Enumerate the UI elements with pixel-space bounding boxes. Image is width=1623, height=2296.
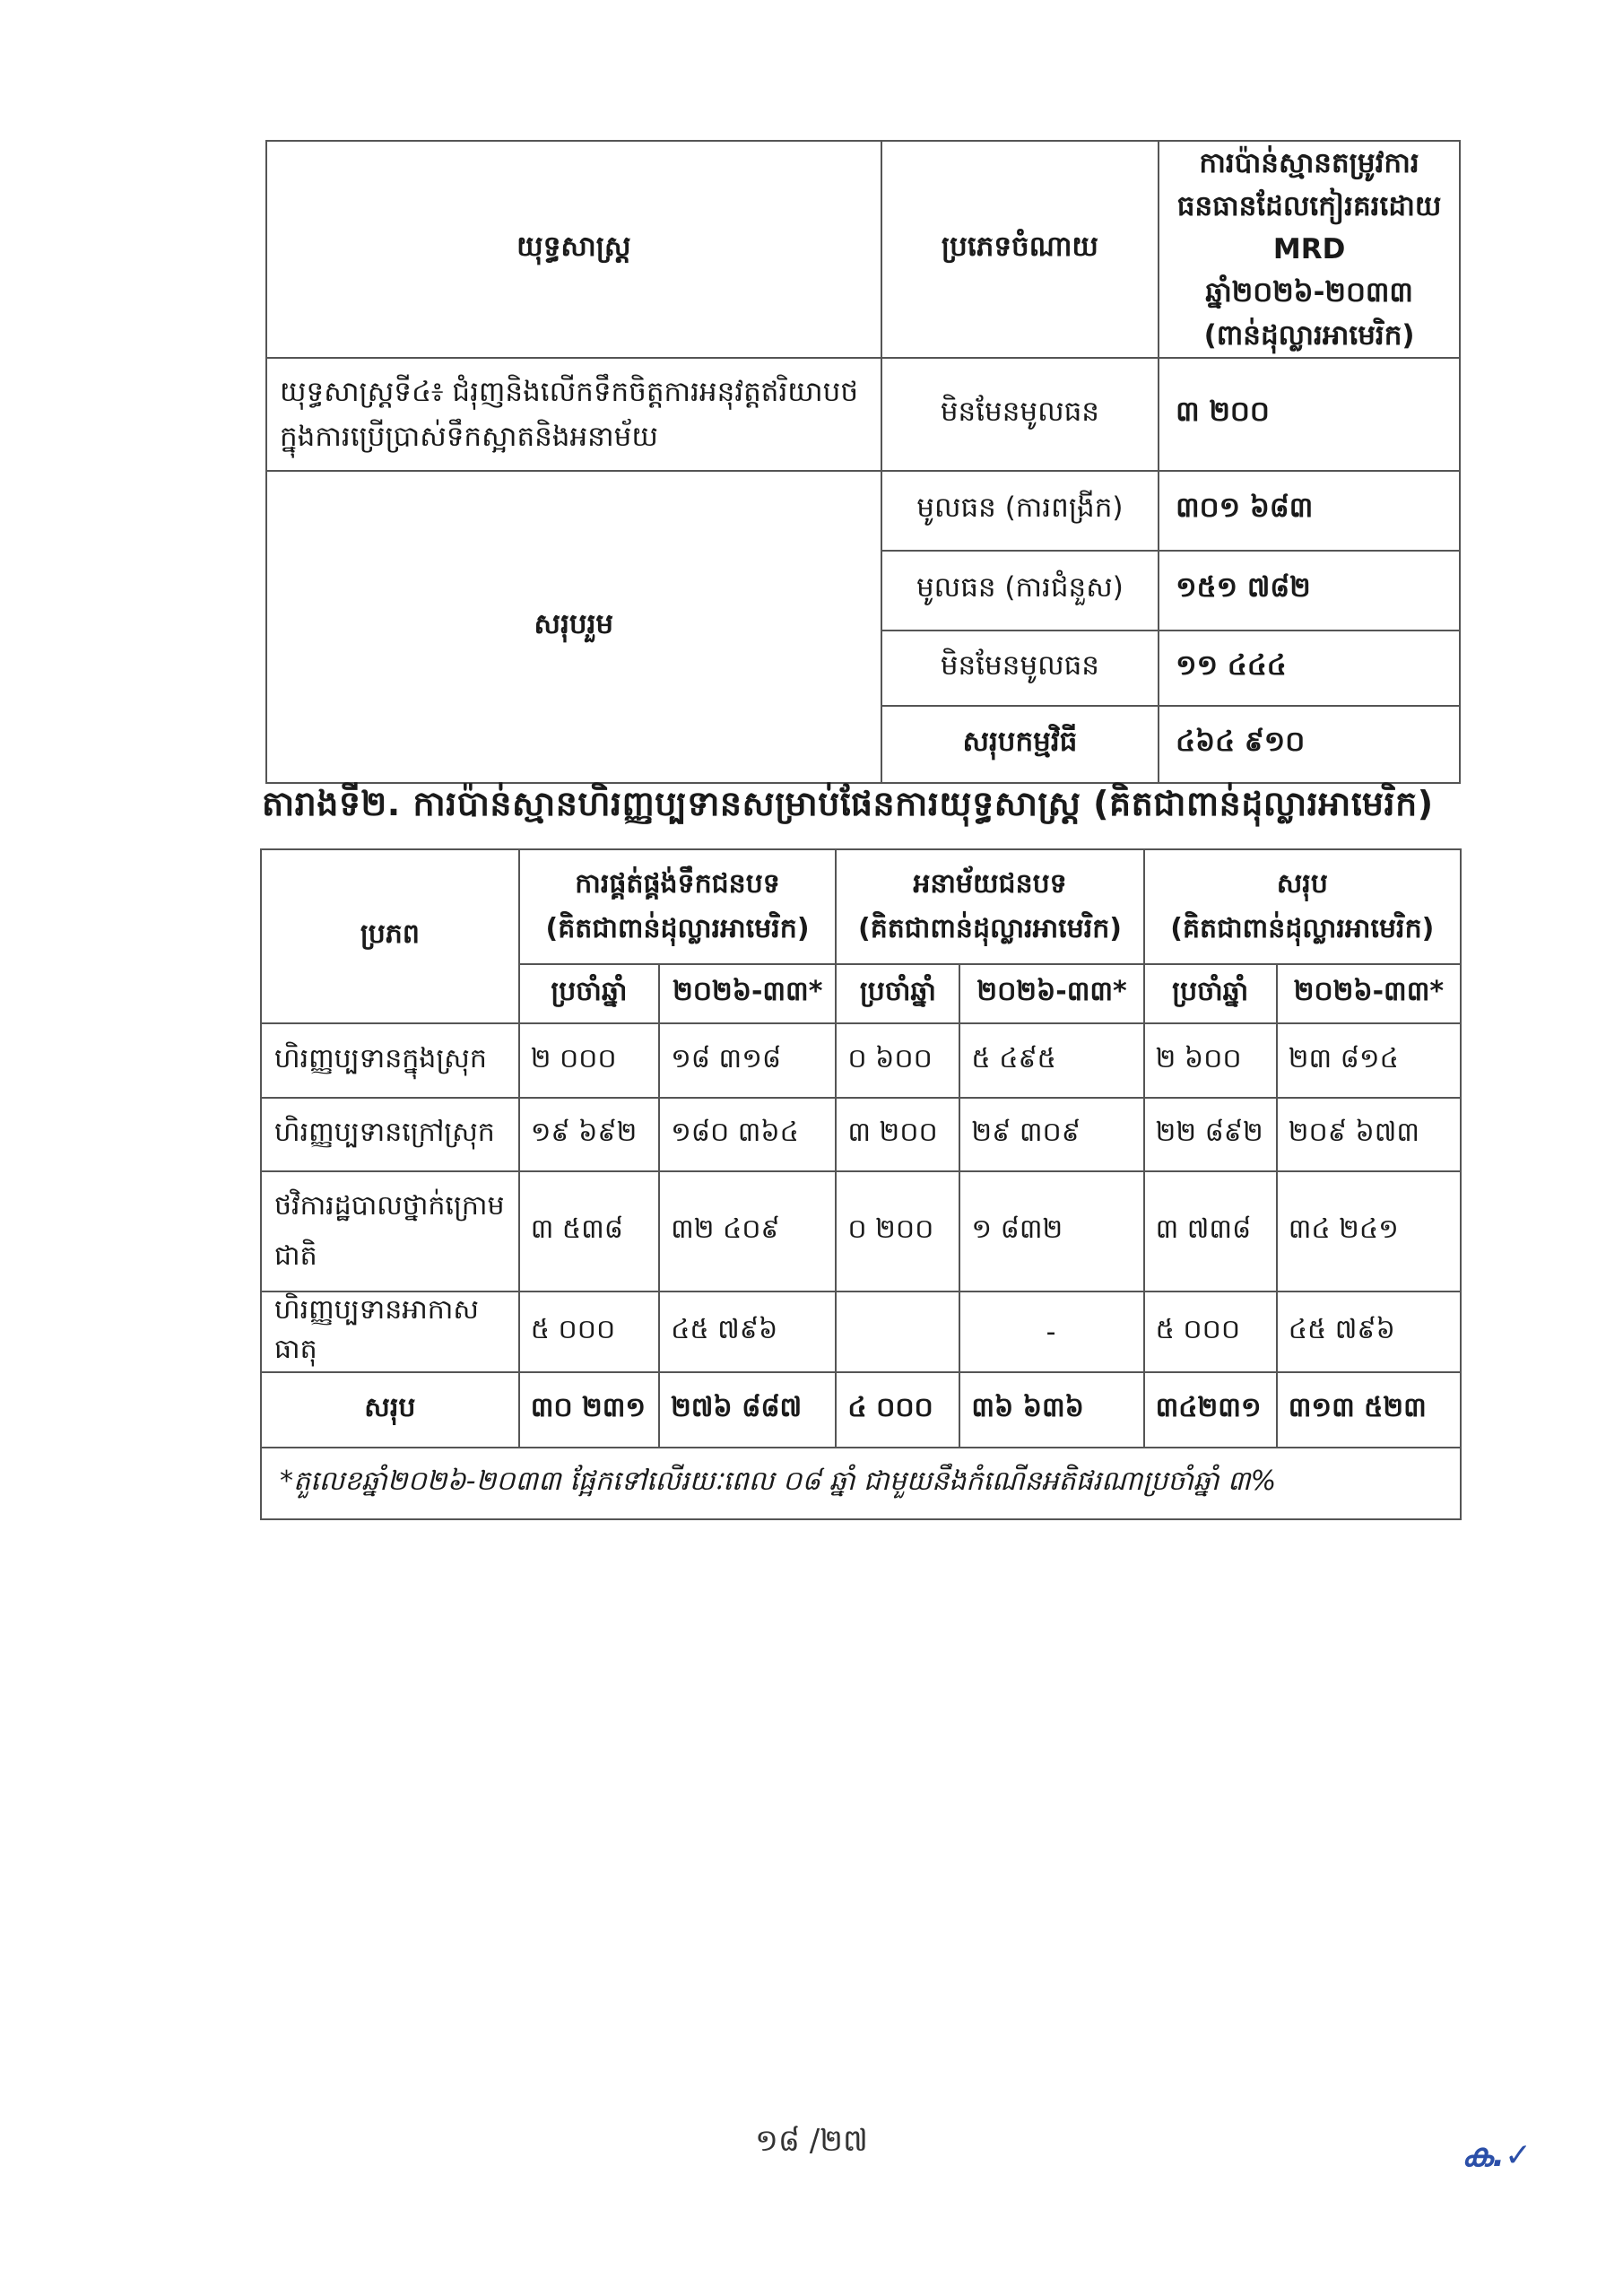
subheader-annual: ប្រចាំឆ្នាំ xyxy=(836,964,959,1023)
subheader-period: ២០២៦-៣៣* xyxy=(959,964,1143,1023)
cell: ២៩ ៣០៩ xyxy=(959,1098,1143,1171)
header-estimate-line: (ពាន់ដុល្លារអាមេរិក) xyxy=(1203,319,1415,352)
strategy4-value: ៣ ២០០ xyxy=(1159,358,1460,471)
strategy4-type: មិនមែនមូលធន xyxy=(881,358,1159,471)
cell: ៥ ០០០ xyxy=(519,1292,659,1372)
group-title: អនាម័យជនបទ xyxy=(913,868,1067,900)
total-cell: ២៧៦ ៨៨៧ xyxy=(659,1372,836,1448)
total-cell: ៣០ ២៣១ xyxy=(519,1372,659,1448)
cell: ២២ ៨៩២ xyxy=(1144,1098,1277,1171)
cell: ២ ០០០ xyxy=(519,1023,659,1098)
cell: ៥ ៤៩៥ xyxy=(959,1023,1143,1098)
table-row xyxy=(261,1098,1461,1171)
total-cell: ៣១៣ ៥២៣ xyxy=(1277,1372,1461,1448)
table2-note-row xyxy=(261,1448,1461,1519)
header-estimate-line: MRD ឆ្នាំ២០២៦-២០៣៣ xyxy=(1205,233,1413,309)
total-value: ៣០១ ៦៨៣ xyxy=(1159,471,1460,551)
header-source: ប្រភព xyxy=(261,849,519,1023)
subheader-period: ២០២៦-៣៣* xyxy=(1277,964,1461,1023)
cell: - xyxy=(959,1292,1143,1372)
header-estimate-line: ធនធានដែលកៀរគរដោយ xyxy=(1176,190,1442,222)
cell: ៣ ៥៣៨ xyxy=(519,1171,659,1292)
total-cell: ៣៦ ៦៣៦ xyxy=(959,1372,1143,1448)
header-resource-estimate xyxy=(1159,141,1460,358)
total-value: ១៥១ ៧៨២ xyxy=(1159,551,1460,631)
group-unit: (គិតជាពាន់ដុល្លារអាមេរិក) xyxy=(545,913,810,944)
cell: ៤៥ ៧៩៦ xyxy=(1277,1292,1461,1372)
cell xyxy=(836,1292,959,1372)
row-source: ថវិការដ្ឋបាលថ្នាក់ក្រោមជាតិ xyxy=(261,1171,519,1292)
group-title: សរុប xyxy=(1276,868,1328,900)
cell: ១៩ ៦៩២ xyxy=(519,1098,659,1171)
row-source: ហិរញ្ញប្បទានក្រៅស្រុក xyxy=(261,1098,519,1171)
cell: ១៨០ ៣៦៤ xyxy=(659,1098,836,1171)
funding-estimate-table xyxy=(265,140,1461,784)
row-source: ហិរញ្ញប្បទានអាកាសធាតុ xyxy=(261,1292,519,1372)
header-estimate-line: ការប៉ាន់ស្មានតម្រូវការ xyxy=(1199,147,1419,179)
group-unit: (គិតជាពាន់ដុល្លារអាមេរិក) xyxy=(857,913,1123,944)
table1-header-row xyxy=(266,141,1460,358)
header-expense-type: ប្រភេទចំណាយ xyxy=(881,141,1159,358)
page-number: ១៨ /២៧ xyxy=(755,2123,868,2159)
strategy4-name xyxy=(266,358,881,471)
group-unit: (គិតជាពាន់ដុល្លារអាមេរិក) xyxy=(1170,913,1435,944)
total-type: មិនមែនមូលធន xyxy=(881,631,1159,706)
total-type: មូលធន (ការពង្រីក) xyxy=(881,471,1159,551)
strategy4-row xyxy=(266,358,1460,471)
header-strategy: យុទ្ធសាស្ត្រ xyxy=(266,141,881,358)
cell: ៣ ៧៣៨ xyxy=(1144,1171,1277,1292)
total-value: ១១ ៤៤៤ xyxy=(1159,631,1460,706)
financing-table xyxy=(260,848,1462,1520)
total-label: សរុប xyxy=(261,1372,519,1448)
cell: ១ ៨៣២ xyxy=(959,1171,1143,1292)
cell: ២០៩ ៦៧៣ xyxy=(1277,1098,1461,1171)
strategy4-line: ក្នុងការប្រើប្រាស់ទឹកស្អាតនិងអនាម័យ xyxy=(280,421,658,453)
table-row xyxy=(261,1171,1461,1292)
total-cell: ៣៤២៣១ xyxy=(1144,1372,1277,1448)
program-total-value: ៤៦៤ ៩១០ xyxy=(1159,706,1460,783)
header-group-total xyxy=(1144,849,1461,964)
total-cell: ៤ ០០០ xyxy=(836,1372,959,1448)
initials-signature: ക.✓ xyxy=(1462,2137,1532,2174)
table2-caption: តារាងទី២. ការប៉ាន់ស្មានហិរញ្ញប្បទានសម្រាប់ផែនការយុទ្ធសាស្ត្រ (គិតជាពាន់ដុល្លារអាមេរិក) xyxy=(262,784,1434,823)
table-row xyxy=(261,1023,1461,1098)
cell: ៣២ ៤០៩ xyxy=(659,1171,836,1292)
program-total-label: សរុបកម្មវិធី xyxy=(881,706,1159,783)
subheader-annual: ប្រចាំឆ្នាំ xyxy=(519,964,659,1023)
cell: ៤៥ ៧៩៦ xyxy=(659,1292,836,1372)
header-group-sanitation xyxy=(836,849,1143,964)
table2-total-row xyxy=(261,1372,1461,1448)
table-row xyxy=(261,1292,1461,1372)
cell: ៣ ២០០ xyxy=(836,1098,959,1171)
row-source: ហិរញ្ញប្បទានក្នុងស្រុក xyxy=(261,1023,519,1098)
cell: ៣៤ ២៤១ xyxy=(1277,1171,1461,1292)
total-type: មូលធន (ការជំនួស) xyxy=(881,551,1159,631)
table2-group-header-row xyxy=(261,849,1461,964)
cell: ២ ៦០០ xyxy=(1144,1023,1277,1098)
header-group-water xyxy=(519,849,837,964)
cell: ០ ២០០ xyxy=(836,1171,959,1292)
cell: ១៨ ៣១៨ xyxy=(659,1023,836,1098)
group-title: ការផ្គត់ផ្គង់ទឹកជនបទ xyxy=(575,868,780,900)
subheader-annual: ប្រចាំឆ្នាំ xyxy=(1144,964,1277,1023)
strategy4-line: យុទ្ធសាស្ត្រទី៤៖ ជំរុញនិងលើកទឹកចិត្តការអនុវត្តឥរិយាបថ xyxy=(280,376,858,408)
cell: ០ ៦០០ xyxy=(836,1023,959,1098)
footnote: *តួលេខឆ្នាំ២០២៦-២០៣៣ ផ្អែកទៅលើរយៈពេល ០៨ ឆ្នាំ ជាមួយនឹងកំណើនអតិផរណាប្រចាំឆ្នាំ ៣% xyxy=(261,1448,1461,1519)
grand-total-label: សរុបរួម xyxy=(266,471,881,783)
total-row xyxy=(266,471,1460,551)
subheader-period: ២០២៦-៣៣* xyxy=(659,964,836,1023)
cell: ៥ ០០០ xyxy=(1144,1292,1277,1372)
cell: ២៣ ៨១៤ xyxy=(1277,1023,1461,1098)
